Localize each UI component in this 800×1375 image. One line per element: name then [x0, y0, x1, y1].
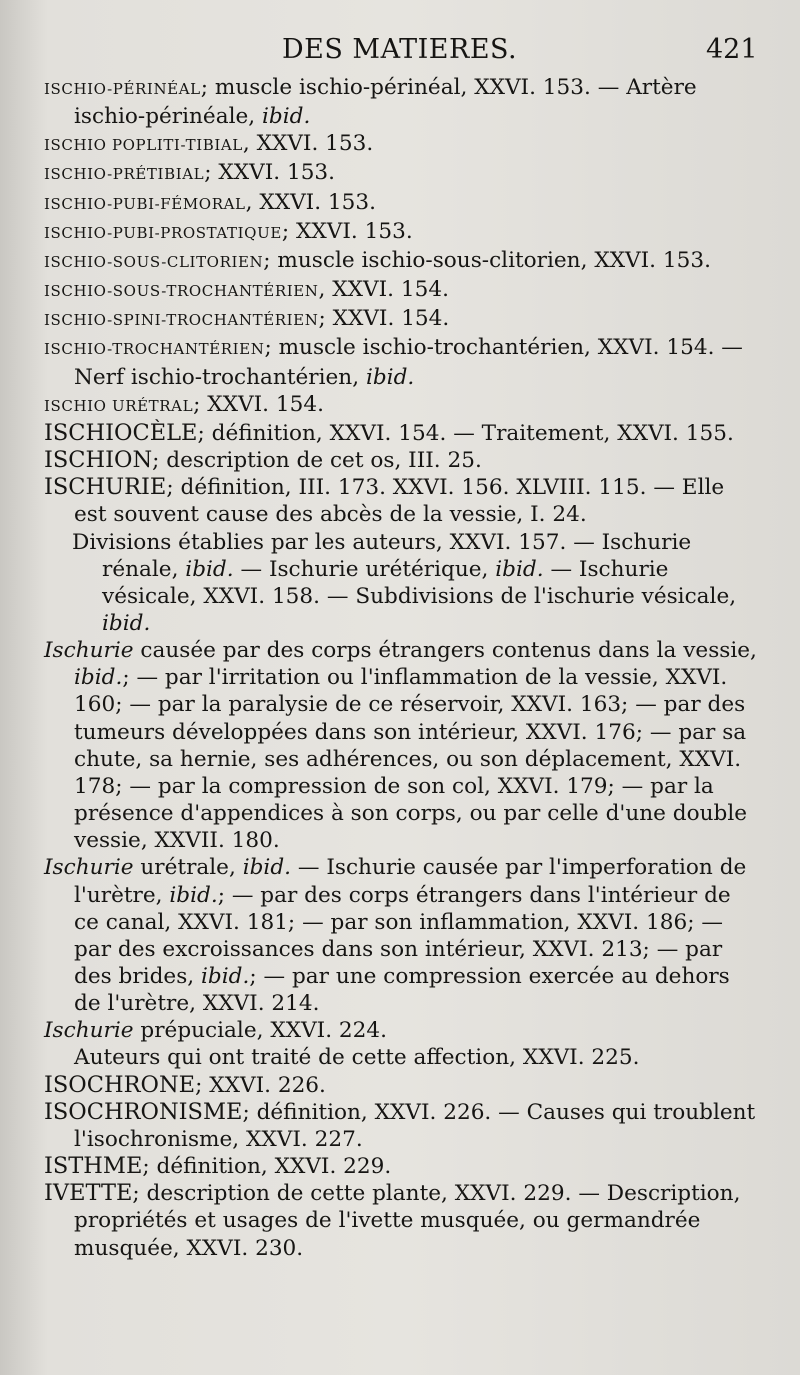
index-entry: [44, 305, 762, 334]
entry-lead: Ischurie: [44, 638, 134, 664]
index-entry: [44, 1180, 762, 1261]
entry-text: ; muscle ischio-périnéal, XXVI. 153. — Artère ischio-périnéale,: [74, 75, 697, 130]
entry-text: ; description de cette plante, XXVI. 229. — Description, propriétés et usages de l'ivette musquée, ou germandrée musquée, XXVI. 230.: [74, 1181, 741, 1261]
index-subentry: [44, 529, 762, 638]
index-entry: [44, 189, 762, 218]
entry-text: — Ischurie causée par l'imperforation de l'urètre,: [74, 855, 747, 908]
entry-text: ; définition, XXVI. 154. — Traitement, XXVI. 155.: [197, 420, 734, 446]
entry-ref: ibid.: [169, 882, 218, 908]
entry-text: ; muscle ischio-trochantérien, XXVI. 154. — Nerf ischio-trochantérien,: [74, 335, 743, 390]
index-entry: [44, 130, 762, 159]
index-subentry: Auteurs qui ont traité de cette affection, XXVI. 225.: [74, 1045, 640, 1071]
index-entry: [44, 474, 762, 528]
entry-text: urétrale,: [133, 855, 243, 881]
entry-term: ISCHIO-PUBI-FÉMORAL: [44, 194, 246, 213]
subentry-text: Divisions établies par les auteurs, XXVI. 157. — Ischurie rénale,: [72, 529, 692, 582]
entry-term: ISCHIO-SOUS-TROCHANTÉRIEN: [44, 282, 319, 301]
entry-term: ISCHIO-TROCHANTÉRIEN: [44, 340, 265, 359]
index-entry: [44, 247, 762, 276]
entry-ref: ibid.: [262, 104, 311, 130]
entry-text: ; XXVI. 154.: [318, 306, 450, 332]
entry-term: ISCHIO-SPINI-TROCHANTÉRIEN: [44, 311, 319, 330]
subentry-text: — Ischurie vésicale, XXVI. 158. — Subdivisions de l'ischurie vésicale,: [102, 556, 737, 609]
index-entry: [44, 276, 762, 305]
entry-text: ; — par l'irritation ou l'inflammation de la vessie, XXVI. 160; — par la paralysie de ce réservoir, XXVI. 163; — par des tumeurs développées dans son intérieur, XXVI. 176; — par sa chute, sa hernie, ses adhérences, ou son déplacement, XXVI. 178; — par la compression de son col, XXVI. 179; — par la présence d'appendices à son corps, ou par celle d'une double vessie, XXVII. 180.: [74, 665, 748, 854]
entry-text: causée par des corps étrangers contenus dans la vessie,: [133, 638, 757, 664]
entry-text: ; description de cet os, III. 25.: [152, 448, 482, 474]
entry-text: ; — par des corps étrangers dans l'intérieur de ce canal, XXVI. 181; — par son inflammation, XXVI. 186; — par des excroissances dans son intérieur, XXVI. 213; — par des brides,: [74, 882, 731, 989]
index-entry: [44, 159, 762, 188]
entry-term: ISOCHRONE: [44, 1071, 196, 1098]
entry-ref: ibid.: [185, 556, 234, 582]
entry-text: , XXVI. 154.: [318, 277, 449, 303]
entry-ref: ibid.: [102, 610, 151, 636]
entry-term: ISCHURIE: [44, 474, 167, 501]
entry-text: ; définition, III. 173. XXVI. 156. XLVIII. 115. — Elle est souvent cause des abcès de la vessie, I. 24.: [74, 475, 725, 528]
entry-text: ; XXVI. 153.: [204, 160, 336, 186]
index-entries: [44, 74, 762, 1262]
page-number: 421: [706, 34, 758, 65]
entry-text: ; définition, XXVI. 226. — Causes qui troublent l'isochronisme, XXVI. 227.: [74, 1099, 756, 1152]
entry-text: prépuciale, XXVI. 224.: [133, 1018, 388, 1044]
index-entry: [44, 334, 762, 390]
entry-text: ; — par une compression exercée au dehors de l'urètre, XXVI. 214.: [74, 964, 730, 1017]
index-entry: [44, 74, 762, 130]
entry-term: ISCHIO POPLITI-TIBIAL: [44, 136, 243, 155]
entry-term: ISCHIOCÈLE: [44, 419, 198, 446]
index-entry: [44, 1153, 762, 1180]
entry-text: ; XXVI. 226.: [195, 1072, 326, 1098]
index-entry: [44, 1072, 762, 1099]
index-entry: [44, 447, 762, 474]
entry-lead: Ischurie: [44, 855, 134, 881]
entry-text: ; muscle ischio-sous-clitorien, XXVI. 153.: [263, 247, 711, 273]
running-title: DES MATIERES.: [282, 34, 518, 65]
entry-term: ISTHME: [44, 1153, 143, 1180]
entry-term: ISCHIO-PRÉTIBIAL: [44, 165, 205, 184]
entry-term: ISCHION: [44, 447, 153, 474]
index-entry: [44, 420, 762, 447]
entry-term: ISCHIO-PÉRINÉAL: [44, 80, 201, 98]
entry-text: ; XXVI. 154.: [193, 391, 324, 417]
index-entry: [44, 1017, 762, 1044]
index-entry: [44, 391, 762, 420]
entry-text: ; définition, XXVI. 229.: [142, 1154, 392, 1180]
index-entry: [44, 854, 762, 1017]
entry-ref: ibid.: [365, 364, 415, 390]
index-entry: [44, 218, 762, 247]
entry-ref: ibid.: [74, 665, 123, 691]
entry-term: ISOCHRONISME: [44, 1098, 243, 1125]
entry-term: ISCHIO-PUBI-PROSTATIQUE: [44, 223, 282, 242]
entry-ref: ibid.: [242, 855, 292, 881]
entry-text: ; XXVI. 153.: [281, 218, 413, 244]
entry-ref: ibid.: [201, 964, 250, 989]
page-header: [0, 30, 800, 70]
index-entry: [44, 637, 762, 854]
entry-term: IVETTE: [44, 1180, 133, 1207]
entry-text: , XXVI. 153.: [245, 189, 376, 215]
entry-ref: ibid.: [495, 556, 544, 582]
entry-text: , XXVI. 153.: [242, 131, 374, 157]
subentry-text: — Ischurie urétérique,: [233, 556, 496, 582]
entry-term: ISCHIO-SOUS-CLITORIEN: [44, 252, 264, 271]
entry-term: ISCHIO URÉTRAL: [44, 396, 194, 415]
entry-lead: Ischurie: [44, 1018, 134, 1044]
index-entry: [44, 1099, 762, 1153]
